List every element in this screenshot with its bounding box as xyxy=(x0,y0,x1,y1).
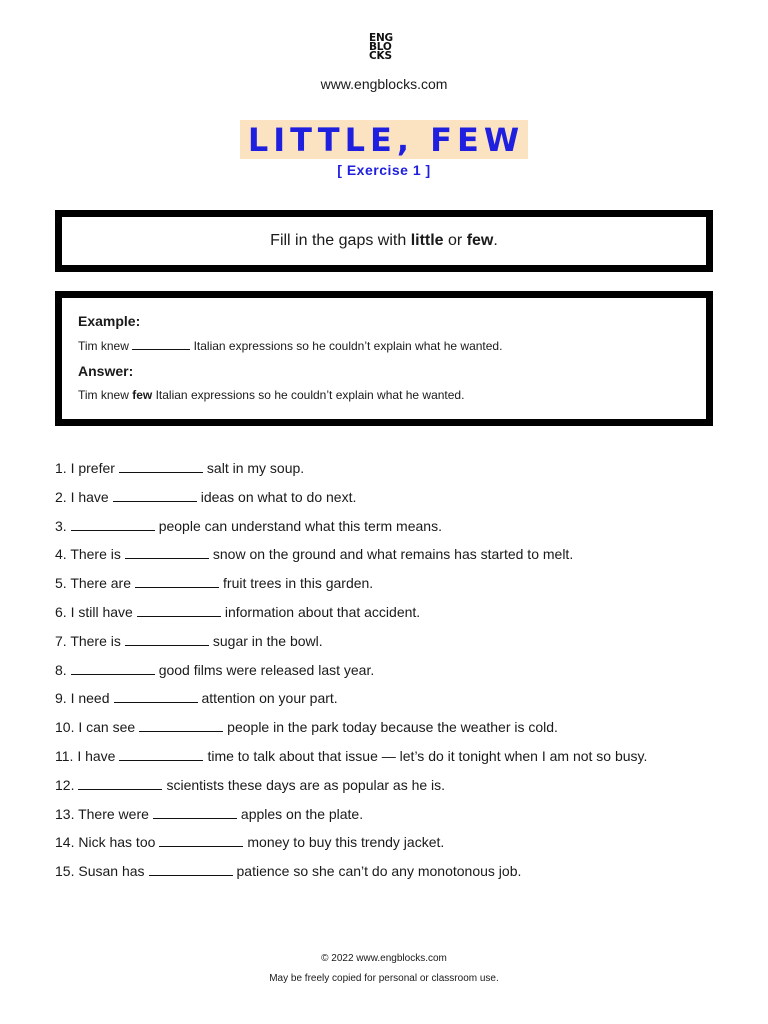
exercise-item xyxy=(55,688,338,706)
answer-gap[interactable] xyxy=(113,487,197,502)
answer-gap[interactable] xyxy=(114,688,198,703)
footer-license: May be freely copied for personal or classroom use. xyxy=(269,973,499,984)
exercise-item xyxy=(55,746,647,764)
exercise-item xyxy=(55,544,573,562)
exercise-item-rest: snow on the ground and what remains has started to melt. xyxy=(212,546,574,563)
answer-gap[interactable] xyxy=(71,660,155,675)
answer-gap[interactable] xyxy=(135,573,219,588)
exercise-item xyxy=(55,487,356,505)
exercise-item-prompt: 2. I have xyxy=(55,488,109,505)
exercise-item-rest: money to buy this trendy jacket. xyxy=(247,834,445,851)
logo-line-1: ENG xyxy=(369,32,393,44)
exercise-item xyxy=(55,631,323,649)
answer-gap[interactable] xyxy=(139,717,223,732)
exercise-item-prompt: 11. I have xyxy=(55,748,116,764)
exercise-item xyxy=(55,573,373,591)
instruction-word-little: little xyxy=(410,232,444,249)
answer-gap[interactable] xyxy=(119,458,203,473)
logo-line-2: BLO xyxy=(369,41,392,53)
exercise-item-rest: salt in my soup. xyxy=(206,460,305,476)
footer-copyright: © 2022 www.engblocks.com xyxy=(321,953,447,964)
exercise-item-prompt: 7. There is xyxy=(55,632,121,649)
exercise-item-prompt: 4. There is xyxy=(55,546,121,563)
engblocks-logo xyxy=(369,34,399,61)
exercise-subtitle: [ Exercise 1 ] xyxy=(337,162,431,178)
exercise-item-prompt: 10. I can see xyxy=(55,719,136,736)
instruction-after: . xyxy=(493,232,498,249)
exercise-item xyxy=(55,775,445,793)
answer-gap[interactable] xyxy=(137,602,221,617)
exercise-item-prompt: 3. xyxy=(55,517,67,534)
exercise-item-rest: information about that accident. xyxy=(224,604,421,620)
exercise-item-rest: sugar in the bowl. xyxy=(212,632,323,649)
title-container xyxy=(0,120,768,159)
site-url: www.engblocks.com xyxy=(320,76,448,92)
answer-gap[interactable] xyxy=(125,631,209,646)
exercise-item xyxy=(55,804,363,822)
exercise-item-rest: scientists these days are as popular as he is. xyxy=(166,776,446,793)
logo-line-3: CKS xyxy=(369,50,392,62)
exercise-item-rest: people in the park today because the weather is cold. xyxy=(227,719,558,736)
exercise-item-rest: people can understand what this term means. xyxy=(158,517,442,534)
answer-gap[interactable] xyxy=(149,861,233,876)
exercise-item-prompt: 12. xyxy=(55,776,75,793)
exercise-item-prompt: 14. Nick has too xyxy=(55,834,156,851)
answer-label: Answer: xyxy=(78,363,134,379)
answer-word: few xyxy=(132,388,153,402)
exercise-item-prompt: 1. I prefer xyxy=(55,460,115,476)
instruction-word-few: few xyxy=(466,232,494,249)
exercise-item-prompt: 13. There were xyxy=(55,805,149,822)
answer-gap[interactable] xyxy=(119,746,203,761)
exercise-item-prompt: 9. I need xyxy=(55,690,110,707)
exercise-item xyxy=(55,832,444,850)
answer-gap[interactable] xyxy=(71,516,155,531)
exercise-item-rest: good films were released last year. xyxy=(158,661,375,678)
exercise-item xyxy=(55,717,558,735)
exercise-item xyxy=(55,861,521,879)
example-sentence xyxy=(78,338,502,353)
exercise-item xyxy=(55,516,442,534)
exercise-item xyxy=(55,458,304,476)
example-box xyxy=(55,291,713,426)
exercise-item-rest: patience so she can’t do any monotonous job. xyxy=(236,863,522,880)
example-before: Tim knew xyxy=(78,339,133,353)
answer-gap[interactable] xyxy=(159,832,243,847)
instruction-middle: or xyxy=(443,232,467,249)
exercise-item-prompt: 15. Susan has xyxy=(55,863,145,880)
exercise-item-rest: time to talk about that issue — let’s do it tonight when I am not so busy. xyxy=(207,748,648,764)
example-gap xyxy=(132,338,190,350)
answer-gap[interactable] xyxy=(78,775,162,790)
instruction-box xyxy=(55,210,713,272)
exercise-item-prompt: 8. xyxy=(55,661,67,678)
exercise-item-rest: apples on the plate. xyxy=(240,805,364,822)
instruction-before: Fill in the gaps with xyxy=(270,232,411,249)
exercise-item-rest: fruit trees in this garden. xyxy=(223,575,374,592)
exercise-item xyxy=(55,660,374,678)
exercise-item-prompt: 6. I still have xyxy=(55,604,133,620)
exercise-item-rest: ideas on what to do next. xyxy=(200,488,357,505)
answer-gap[interactable] xyxy=(153,804,237,819)
exercise-item xyxy=(55,602,420,620)
answer-after: Italian expressions so he couldn’t explain what he wanted. xyxy=(152,388,465,402)
exercise-item-rest: attention on your part. xyxy=(201,690,338,707)
exercise-item-prompt: 5. There are xyxy=(55,575,132,592)
page-title: LITTLE, FEW xyxy=(240,120,528,159)
answer-sentence xyxy=(78,388,464,402)
answer-before: Tim knew xyxy=(78,388,133,402)
answer-gap[interactable] xyxy=(125,544,209,559)
example-label: Example: xyxy=(78,313,141,329)
example-after: Italian expressions so he couldn’t explain what he wanted. xyxy=(190,339,503,353)
